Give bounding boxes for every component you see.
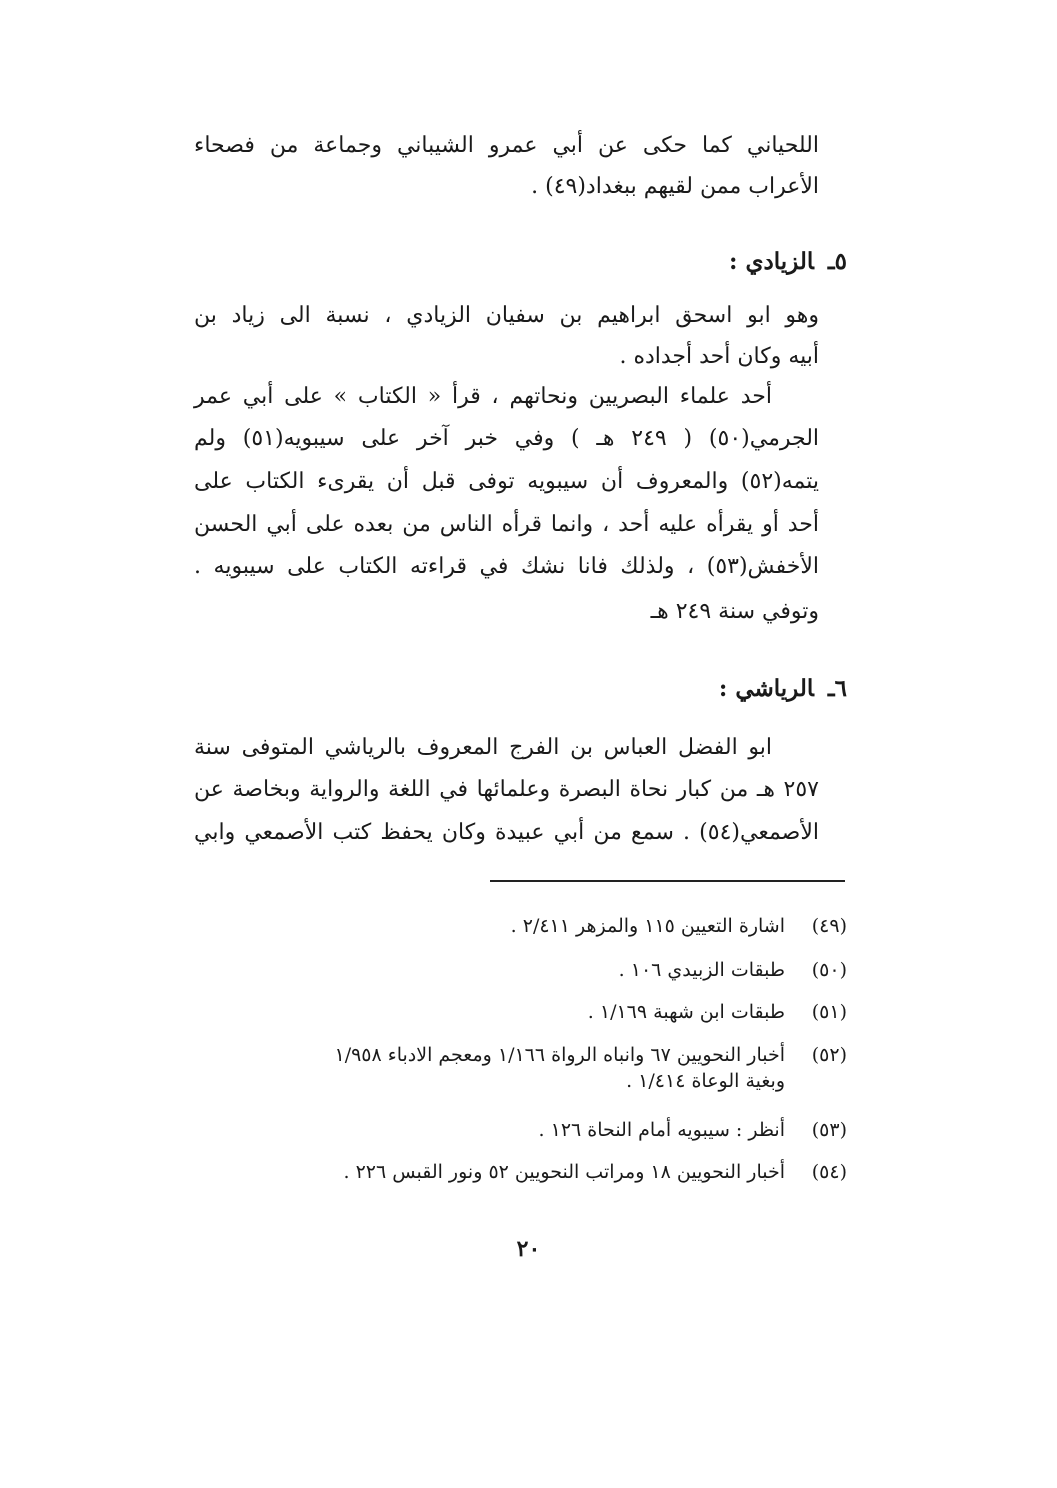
footnote-text: طبقات ابن شهبة ١/١٦٩ . [587,1001,785,1023]
footnote-text-continued: وبغية الوعاة ١/٤١٤ . [626,1070,785,1092]
footnote-number: (٤٩) [811,915,847,937]
footnote-text: طبقات الزبيدي ١٠٦ . [618,959,785,981]
footnote-text: أخبار النحويين ٦٧ وانباه الرواة ١/١٦٦ ومعجم الادباء ١/٩٥٨ [334,1044,785,1066]
body-text-line: الأخفش(٥٣) ، ولذلك فانا نشك في قراءته الكتاب على سيبويه . [194,554,819,579]
body-text-line: الجرمي(٥٠) ( ٢٤٩ هـ ) وفي خبر آخر على سيبويه(٥١) ولم [194,426,820,451]
body-text-line: وهو ابو اسحق ابراهيم بن سفيان الزيادي ، نسبة الى زياد بن [194,303,819,328]
footnote-text: أخبار النحويين ١٨ ومراتب النحويين ٥٢ ونور القبس ٢٢٦ . [343,1161,785,1183]
footnote-number: (٥٤) [811,1161,847,1183]
body-text-line: ابو الفضل العباس بن الفرج المعروف بالرياشي المتوفى سنة [194,735,772,760]
footnote-number: (٥٠) [811,959,847,981]
body-text-line: الأعراب ممن لقيهم ببغداد(٤٩) . [531,174,819,199]
footnote [344,1159,848,1185]
section-title: الرياشي : [718,675,814,702]
body-text-line: أحد أو يقرأه عليه أحد ، وانما قرأه الناس من بعده على أبي الحسن [194,512,819,537]
footnote-number: (٥٣) [811,1119,847,1141]
body-text-line: أحد علماء البصريين ونحاتهم ، قرأ « الكتاب » على أبي عمر [194,384,772,409]
body-text-line: وتوفي سنة ٢٤٩ هـ [650,599,819,624]
footnote-number: (٥٢) [811,1044,847,1066]
page-number: ٢٠ [516,1236,541,1262]
body-text-line: يتمه(٥٢) والمعروف أن سيبويه توفى قبل أن يقرىء الكتاب على [194,469,819,494]
section-title: الزيادي : [729,248,814,275]
body-text-line: اللحياني كما حكى عن أبي عمرو الشيباني وجماعة من فصحاء [194,133,819,158]
footnote-separator [490,880,845,882]
footnote [588,999,847,1025]
footnote [334,1042,847,1092]
footnote-number: (٥١) [811,1001,847,1023]
footnote-text: اشارة التعيين ١١٥ والمزهر ٢/٤١١ . [510,915,785,937]
section-heading [719,674,847,704]
body-text-line: الأصمعي(٥٤) . سمع من أبي عبيدة وكان يحفظ كتب الأصمعي وابي [194,820,819,845]
section-number: ٦ـ [827,675,847,702]
section-number: ٥ـ [827,248,847,275]
body-text-line: ٢٥٧ هـ من كبار نحاة البصرة وعلمائها في اللغة والرواية وبخاصة عن [194,777,819,802]
section-heading [729,247,847,277]
footnote-text: أنظر : سيبويه أمام النحاة ١٢٦ . [538,1119,785,1141]
footnote [619,957,847,983]
body-text-line: أبيه وكان أحد أجداده . [619,344,819,369]
footnote [539,1117,847,1143]
footnote [511,913,847,939]
